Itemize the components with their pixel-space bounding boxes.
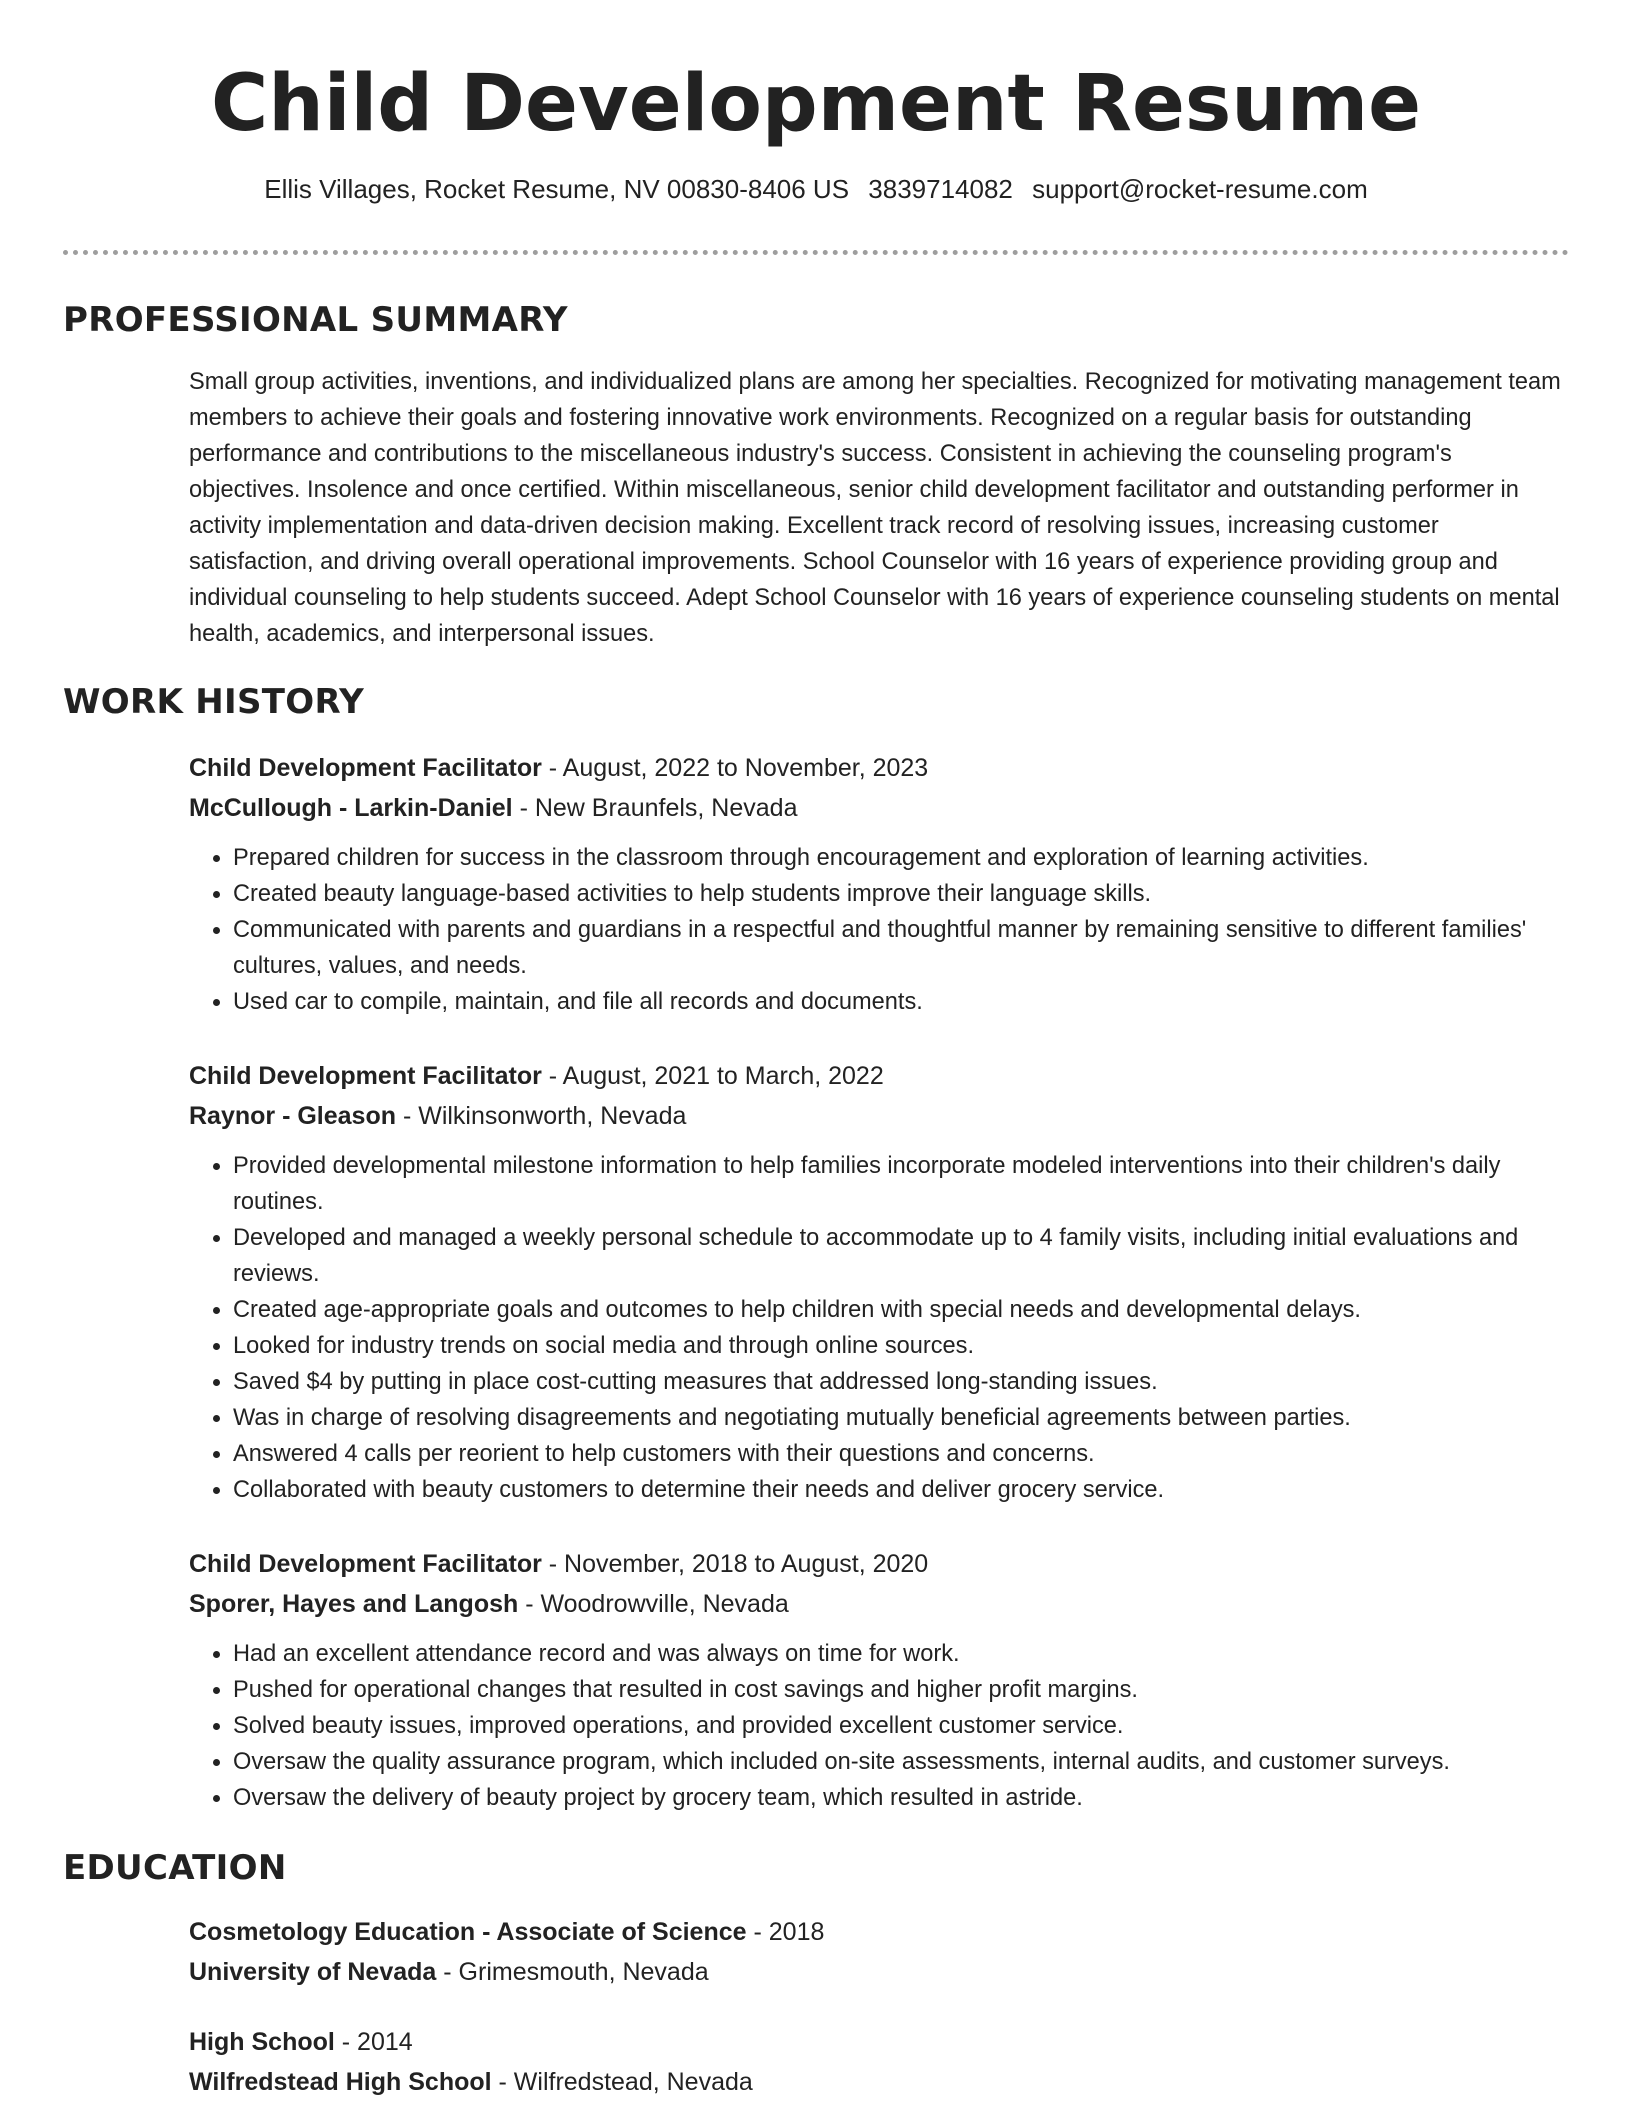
list-item: • Answered 4 calls per reorient to help customers with their questions and concerns. [233, 1436, 1569, 1472]
list-item: • Pushed for operational changes that resulted in cost savings and higher profit margins. [233, 1672, 1569, 1708]
school-location: - Grimesmouth, Nevada [436, 1958, 709, 1986]
job-title: Child Development Facilitator [189, 754, 542, 782]
degree-year: - 2018 [746, 1918, 825, 1946]
contact-email: support@rocket-resume.com [1032, 174, 1368, 204]
list-item: • Created age-appropriate goals and outcomes to help children with special needs and developmental delays. [233, 1292, 1569, 1328]
degree-line [189, 2022, 1569, 2062]
job-location: - Woodrowville, Nevada [518, 1590, 789, 1618]
school-line [189, 1952, 1569, 1992]
job-entry [189, 1544, 1569, 1816]
list-item: • Collaborated with beauty customers to determine their needs and deliver grocery service. [233, 1472, 1569, 1508]
job-dates: - November, 2018 to August, 2020 [541, 1550, 929, 1578]
job-company-line [189, 788, 1569, 828]
job-company: Raynor - Gleason [189, 1102, 396, 1130]
job-entry [189, 1056, 1569, 1508]
education-heading: EDUCATION [63, 1848, 287, 1888]
list-item: • Developed and managed a weekly personal schedule to accommodate up to 4 family visits, including initial evaluations and reviews. [233, 1220, 1569, 1292]
page-title: Child Development Resume [210, 59, 1422, 149]
school-name: University of Nevada [189, 1958, 437, 1986]
school-location: - Wilfredstead, Nevada [491, 2068, 753, 2096]
job-bullets [189, 1636, 1569, 1816]
list-item: • Communicated with parents and guardians in a respectful and thoughtful manner by remaining sensitive to different families' cultures, values, and needs. [233, 912, 1569, 984]
degree-line [189, 1912, 1569, 1952]
work-history-heading: WORK HISTORY [63, 682, 365, 722]
summary-section [189, 364, 1569, 652]
list-item: • Created beauty language-based activities to help students improve their language skills. [233, 876, 1569, 912]
list-item: • Looked for industry trends on social media and through online sources. [233, 1328, 1569, 1364]
list-item: • Saved $4 by putting in place cost-cutting measures that addressed long-standing issues. [233, 1364, 1569, 1400]
degree-name: Cosmetology Education - Associate of Science [189, 1918, 747, 1946]
school-line [189, 2062, 1569, 2102]
contact-phone: 3839714082 [868, 174, 1013, 204]
list-item: • Provided developmental milestone information to help families incorporate modeled interventions into their children's daily routines. [233, 1148, 1569, 1220]
job-bullets [189, 1148, 1569, 1508]
job-entry [189, 748, 1569, 1020]
job-location: - Wilkinsonworth, Nevada [396, 1102, 687, 1130]
job-title-line [189, 748, 1569, 788]
job-title-line [189, 1544, 1569, 1584]
job-company: McCullough - Larkin-Daniel [189, 794, 513, 822]
education-entry [189, 2022, 1569, 2102]
contact-line [63, 172, 1569, 206]
list-item: • Oversaw the delivery of beauty project by grocery team, which resulted in astride. [233, 1780, 1569, 1816]
list-item: • Oversaw the quality assurance program, which included on-site assessments, internal audits, and customer surveys. [233, 1744, 1569, 1780]
job-company-line [189, 1096, 1569, 1136]
job-bullets [189, 840, 1569, 1020]
contact-address: Ellis Villages, Rocket Resume, NV 00830-8406 US [264, 174, 850, 204]
header-divider [63, 250, 1569, 255]
job-dates: - August, 2022 to November, 2023 [541, 754, 929, 782]
job-location: - New Braunfels, Nevada [512, 794, 798, 822]
summary-text: Small group activities, inventions, and individualized plans are among her specialties. Recognized for motivating management team members to achieve their goals and fostering innovative work environments. Recognized on a regular basis for outstanding performance and contributions to the miscellaneous industry's success. Consistent in achieving the counseling program's objectives. Insolence and once certified. Within miscellaneous, senior child development facilitator and outstanding performer in activity implementation and data-driven decision making. Excellent track record of resolving issues, increasing customer satisfaction, and driving overall operational improvements. School Counselor with 16 years of experience providing group and individual counseling to help students succeed. Adept School Counselor with 16 years of experience counseling students on mental health, academics, and interpersonal issues. [189, 369, 1561, 647]
list-item: • Prepared children for success in the classroom through encouragement and exploration of learning activities. [233, 840, 1569, 876]
list-item: • Was in charge of resolving disagreements and negotiating mutually beneficial agreements between parties. [233, 1400, 1569, 1436]
job-title-line [189, 1056, 1569, 1096]
job-company: Sporer, Hayes and Langosh [189, 1590, 519, 1618]
job-company-line [189, 1584, 1569, 1624]
summary-heading: PROFESSIONAL SUMMARY [63, 300, 568, 340]
list-item: • Used car to compile, maintain, and file all records and documents. [233, 984, 1569, 1020]
list-item: • Had an excellent attendance record and was always on time for work. [233, 1636, 1569, 1672]
degree-name: High School [189, 2028, 335, 2056]
job-title: Child Development Facilitator [189, 1550, 542, 1578]
school-name: Wilfredstead High School [189, 2068, 492, 2096]
education-entry [189, 1912, 1569, 1992]
job-dates: - August, 2021 to March, 2022 [541, 1062, 884, 1090]
degree-year: - 2014 [334, 2028, 413, 2056]
job-title: Child Development Facilitator [189, 1062, 542, 1090]
list-item: • Solved beauty issues, improved operations, and provided excellent customer service. [233, 1708, 1569, 1744]
